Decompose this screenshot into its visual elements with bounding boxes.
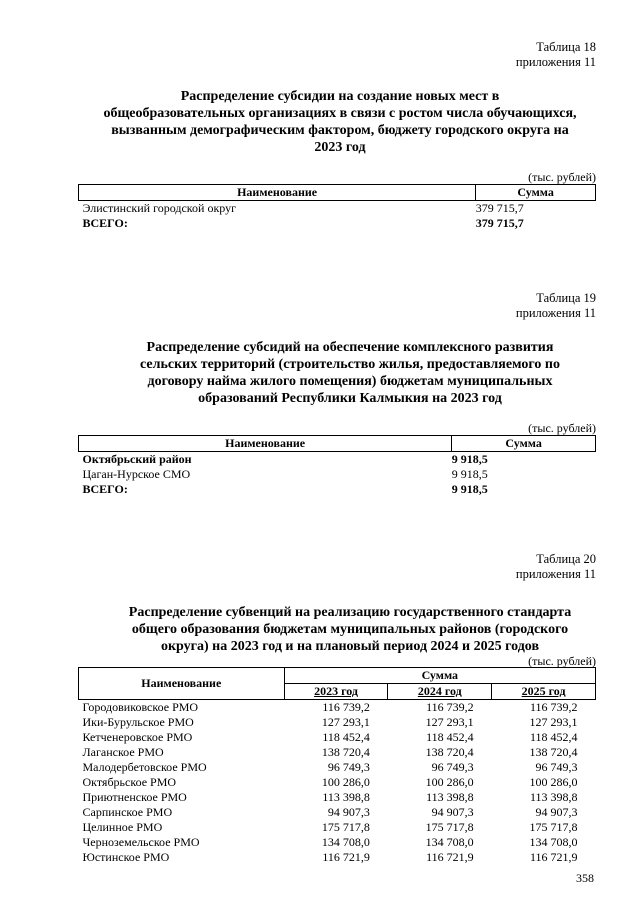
table-19-total-sum: 9 918,5 (451, 482, 488, 496)
table-19-header-sum: Сумма (452, 436, 596, 452)
table-20-row-value: 175 717,8 (529, 820, 578, 834)
table-20-row-value: 116 721,9 (529, 850, 578, 864)
table-20-header-name: Наименование (79, 668, 285, 700)
table-20-header-year-2023: 2023 год (284, 684, 388, 700)
table-19-total-name: ВСЕГО: (82, 482, 128, 496)
table-row (79, 216, 596, 231)
table-18-total-name: ВСЕГО: (82, 216, 128, 230)
table-18-header-row (79, 185, 596, 201)
table-18-title-line-2: общеобразовательных организациях в связи с ростом числа обучающихся, (103, 106, 577, 121)
table-20-header-year-2025: 2025 год (492, 684, 596, 700)
table-18-reference (516, 40, 596, 70)
table-20-header-row-1 (79, 668, 596, 684)
table-20-row-value: 138 720,4 (321, 745, 370, 759)
table-20-row-value: 138 720,4 (425, 745, 474, 759)
table-18-row-1-name: Элистинский городской округ (82, 201, 237, 215)
table-20-row-value: 94 907,3 (431, 805, 474, 819)
table-20-row-name: Кетченеровское РМО (82, 730, 193, 744)
table-20-row-value: 96 749,3 (431, 760, 474, 774)
table-19-header-name: Наименование (79, 436, 452, 452)
table-20-body (79, 700, 596, 866)
table-20-row-name: Малодербетовское РМО (82, 760, 207, 774)
table-20-row-value: 100 286,0 (425, 775, 474, 789)
table-18 (78, 184, 596, 231)
table-19-title-line-4: образований Республики Калмыкия на 2023 год (198, 391, 502, 406)
table-20-row-name: Юстинское РМО (82, 850, 170, 864)
table-row (79, 745, 596, 760)
table-20-row-value: 118 452,4 (322, 730, 370, 744)
table-20-row-value: 94 907,3 (535, 805, 578, 819)
table-20-row-value: 113 398,8 (426, 790, 474, 804)
table-20-row-value: 96 749,3 (327, 760, 370, 774)
table-19-ref-line-1: Таблица 19 (536, 291, 596, 305)
table-18-header-name: Наименование (79, 185, 476, 201)
table-20-row-value: 94 907,3 (327, 805, 370, 819)
table-row (79, 715, 596, 730)
table-20-row-value: 127 293,1 (425, 715, 474, 729)
table-20-row-value: 134 708,0 (425, 835, 474, 849)
table-19-row-1-sum: 9 918,5 (451, 452, 488, 466)
table-20-row-value: 138 720,4 (529, 745, 578, 759)
table-20-row-value: 113 398,8 (529, 790, 578, 804)
table-18-header-sum: Сумма (476, 185, 596, 201)
table-19-row-2-sum: 9 918,5 (451, 467, 488, 481)
table-18-title-line-4: 2023 год (314, 140, 366, 155)
table-19-ref-line-2: приложения 11 (515, 306, 596, 320)
table-19-row-2-name: Цаган-Нурское СМО (82, 467, 191, 481)
table-20-header-year-2024: 2024 год (388, 684, 492, 700)
table-20-row-value: 134 708,0 (321, 835, 370, 849)
table-row (79, 700, 596, 716)
table-20-row-value: 96 749,3 (535, 760, 578, 774)
table-20-header-sum: Сумма (284, 668, 595, 684)
table-20-row-value: 116 721,9 (426, 850, 474, 864)
table-row (79, 730, 596, 745)
table-19-header-row (79, 436, 596, 452)
table-row (79, 775, 596, 790)
table-18-ref-line-2: приложения 11 (515, 55, 596, 69)
table-20-row-value: 127 293,1 (529, 715, 578, 729)
table-18-title-line-3: вызванным демографическим фактором, бюджету городского округа на (111, 123, 569, 138)
table-20-row-value: 116 739,2 (529, 700, 578, 714)
table-18-title (60, 88, 620, 156)
table-row (79, 805, 596, 820)
table-20-title (60, 604, 640, 655)
table-20-row-value: 175 717,8 (321, 820, 370, 834)
table-20-row-value: 134 708,0 (529, 835, 578, 849)
table-row (79, 820, 596, 835)
table-20-row-name: Октябрьское РМО (82, 775, 177, 789)
table-20-row-value: 100 286,0 (321, 775, 370, 789)
table-row (79, 467, 596, 482)
table-20-row-value: 175 717,8 (425, 820, 474, 834)
table-20-reference (516, 552, 596, 582)
table-19-title-line-1: Распределение субсидий на обеспечение комплексного развития (146, 340, 554, 355)
table-20-row-name: Лаганское РМО (82, 745, 164, 759)
table-18-unit: (тыс. рублей) (528, 170, 596, 184)
table-20-row-name: Ики-Бурульское РМО (82, 715, 194, 729)
table-20-row-value: 118 452,4 (426, 730, 474, 744)
table-20 (78, 667, 596, 865)
table-20-row-value: 118 452,4 (529, 730, 578, 744)
table-20-row-value: 113 398,8 (322, 790, 370, 804)
table-19-title-line-3: договору найма жилого помещения) бюджетам муниципальных (147, 374, 553, 389)
table-row (79, 760, 596, 775)
table-18-title-line-1: Распределение субсидии на создание новых мест в (180, 89, 500, 104)
table-19-reference (516, 291, 596, 321)
table-20-row-value: 127 293,1 (321, 715, 370, 729)
table-18-total-sum: 379 715,7 (475, 216, 524, 230)
table-20-row-name: Сарпинское РМО (82, 805, 173, 819)
page-number: 358 (576, 871, 594, 885)
table-row (79, 835, 596, 850)
table-19-title-line-2: сельских территорий (строительство жилья, предоставляемого по (140, 357, 560, 372)
table-20-title-line-2: общего образования бюджетам муниципальных районов (городского (131, 622, 569, 637)
table-20-row-name: Городовиковское РМО (82, 700, 199, 714)
table-20-row-name: Черноземельское РМО (82, 835, 200, 849)
table-20-title-line-3: округа) на 2023 год и на плановый период 2024 и 2025 годов (160, 639, 540, 654)
table-20-row-value: 116 739,2 (322, 700, 370, 714)
table-row (79, 482, 596, 497)
table-row (79, 201, 596, 217)
table-18-row-1-sum: 379 715,7 (475, 201, 524, 215)
table-20-ref-line-1: Таблица 20 (536, 552, 596, 566)
table-20-unit: (тыс. рублей) (528, 654, 596, 668)
table-19-unit: (тыс. рублей) (528, 421, 596, 435)
table-20-ref-line-2: приложения 11 (515, 567, 596, 581)
table-19-row-1-name: Октябрьский район (82, 452, 192, 466)
table-20-row-value: 100 286,0 (529, 775, 578, 789)
table-row (79, 850, 596, 865)
table-18-ref-line-1: Таблица 18 (536, 40, 596, 54)
table-20-row-name: Целинное РМО (82, 820, 163, 834)
table-row (79, 452, 596, 468)
table-20-row-name: Приютненское РМО (82, 790, 187, 804)
table-19 (78, 435, 596, 497)
table-20-row-value: 116 739,2 (426, 700, 474, 714)
table-19-title (90, 339, 610, 407)
table-row (79, 790, 596, 805)
table-20-title-line-1: Распределение субвенций на реализацию государственного стандарта (128, 605, 572, 620)
table-20-row-value: 116 721,9 (322, 850, 370, 864)
